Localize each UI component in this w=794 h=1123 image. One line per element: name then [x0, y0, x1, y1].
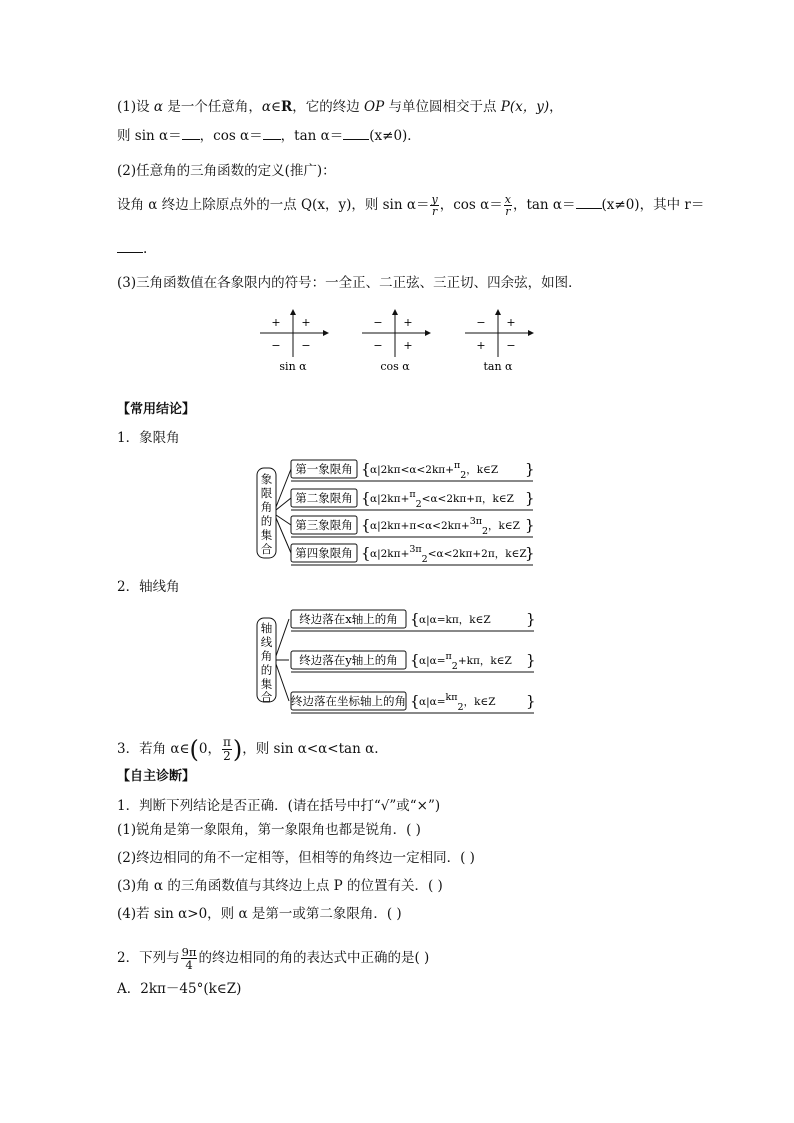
numerator: y — [431, 193, 438, 206]
fraction-numerator: π — [454, 460, 461, 471]
brace-right: } — [526, 610, 536, 628]
brace-left: { — [410, 610, 420, 628]
set-row — [291, 544, 535, 565]
def-line-3: (2)任意角的三角函数的定义(推广)： — [117, 163, 336, 179]
set-name: 终边落在y轴上的角 — [299, 653, 398, 667]
set-expression: α|α=kπ，k∈Z — [419, 614, 491, 626]
fraction-denominator: 2 — [482, 526, 489, 537]
numerator: x — [504, 193, 511, 206]
sign-chart-tan — [465, 310, 533, 373]
blank — [576, 196, 602, 209]
def-line-2 — [117, 127, 421, 145]
brace-left: { — [410, 692, 420, 710]
s1-heading: 1．象限角 — [117, 430, 180, 446]
diag-q2 — [117, 946, 429, 971]
set-expression: α|α=π2+kπ，k∈Z — [419, 651, 512, 672]
brace-right: } — [525, 489, 535, 507]
text: α∈ — [261, 99, 281, 115]
quad-brace-label — [261, 472, 273, 556]
set-row — [291, 516, 535, 537]
diag-item-2: (2)终边相同的角不一定相等，但相等的角终边一定相同．( ) — [117, 850, 475, 866]
axis-brace-label — [261, 621, 273, 704]
def-line-4 — [117, 194, 704, 217]
set-name: 第三象限角 — [295, 518, 353, 532]
set-row — [291, 489, 535, 510]
q3-sign: + — [476, 339, 486, 352]
sign-chart-sin — [260, 310, 328, 373]
q2-sign: − — [373, 316, 383, 329]
set-name: 第四象限角 — [295, 546, 353, 560]
set-expression: α|2kπ+π<α<2kπ+3π2，k∈Z — [370, 516, 520, 537]
text: 是一个任意角， — [163, 99, 262, 115]
real-set-symbol: R — [280, 99, 293, 115]
brace-right: } — [525, 544, 535, 562]
chart-label: cos α — [380, 360, 410, 373]
text: 设角 α 终边上除原点外的一点 Q(x，y)，则 sin α＝ — [117, 197, 430, 213]
set-name: 终边落在x轴上的角 — [299, 612, 398, 626]
svg-text:象: 象 — [260, 472, 273, 486]
fraction-denominator: 2 — [421, 554, 428, 565]
fraction-x-r — [504, 194, 512, 217]
numerator: 9π — [181, 945, 197, 959]
svg-text:合: 合 — [260, 542, 273, 556]
text: 2．下列与 — [117, 950, 180, 966]
text: . — [143, 241, 148, 257]
set-name: 终边落在坐标轴上的角 — [291, 694, 406, 708]
q1-sign: + — [403, 316, 413, 329]
svg-text:合: 合 — [260, 690, 273, 704]
quadrant-angle-diagram — [255, 455, 540, 573]
diag-item-1: (1)锐角是第一象限角，第一象限角也都是锐角．( ) — [117, 822, 421, 838]
brace-right: } — [526, 651, 536, 669]
svg-text:限: 限 — [260, 486, 273, 500]
blank — [117, 240, 143, 253]
brace-left: { — [361, 460, 371, 478]
fraction-pi-2 — [222, 736, 232, 763]
svg-text:集: 集 — [260, 528, 273, 542]
denominator: 4 — [185, 958, 193, 972]
svg-text:的: 的 — [260, 663, 273, 677]
fraction-y-r — [430, 194, 438, 217]
fraction-numerator: 3π — [409, 544, 422, 555]
text: ，它的终边 — [292, 99, 364, 115]
text: 3．若角 α∈ — [117, 741, 190, 757]
text: ，cos α＝ — [199, 128, 263, 144]
fraction-numerator: 3π — [469, 516, 482, 527]
text: (x≠0)，其中 r＝ — [601, 197, 705, 213]
q1-sign: + — [301, 316, 311, 329]
q4-sign: − — [301, 339, 311, 352]
brace-left: { — [361, 516, 371, 534]
brace-left: { — [361, 544, 371, 562]
set-expression: α|2kπ+π2<α<2kπ+π，k∈Z — [370, 489, 514, 510]
axis-angle-diagram — [255, 604, 540, 716]
set-expression: α|2kπ<α<2kπ+π2，k∈Z — [370, 460, 499, 481]
fraction-denominator: 2 — [460, 470, 467, 481]
set-name: 第二象限角 — [295, 491, 353, 505]
paren-right: ) — [232, 735, 243, 764]
text: (1)设 — [117, 99, 154, 115]
text: ， — [549, 99, 563, 115]
q2-sign: − — [476, 316, 486, 329]
diag-item-3: (3)角 α 的三角函数值与其终边上点 P 的位置有关．( ) — [117, 878, 443, 894]
chart-label: sin α — [279, 360, 307, 373]
fraction-numerator: π — [409, 489, 416, 500]
sign-chart-cos — [362, 310, 430, 373]
svg-text:集: 集 — [260, 677, 273, 691]
svg-text:角: 角 — [260, 500, 273, 514]
alpha-symbol: α — [153, 99, 164, 115]
svg-text:角: 角 — [260, 649, 273, 663]
set-expression: α|α=kπ2，k∈Z — [419, 692, 496, 713]
text: 则 sin α＝ — [117, 128, 182, 144]
brace-right: } — [525, 460, 535, 478]
svg-text:的: 的 — [260, 514, 273, 528]
def-line-5 — [117, 240, 147, 258]
def-line-1 — [117, 98, 563, 116]
def-line-6: (3)三角函数值在各象限内的符号：一全正、二正弦、三正切、四余弦，如图． — [117, 275, 582, 291]
diag-q1: 1．判断下列结论是否正确．(请在括号中打“√”或“×”) — [117, 798, 441, 814]
brace-left: { — [410, 651, 420, 669]
s3-line — [117, 736, 378, 763]
brace-left: { — [361, 489, 371, 507]
text: 0， — [198, 741, 221, 757]
blank — [343, 127, 369, 140]
denominator: 2 — [223, 749, 231, 763]
text: ，tan α＝ — [512, 197, 576, 213]
chart-label: tan α — [483, 360, 513, 373]
diag-item-4: (4)若 sin α>0，则 α 是第一或第二象限角．( ) — [117, 906, 402, 922]
option-a: A．2kπ－45°(k∈Z) — [117, 981, 242, 997]
text: ，cos α＝ — [439, 197, 503, 213]
blank — [263, 127, 281, 140]
fraction-numerator: π — [445, 651, 452, 662]
fraction-9pi-4 — [181, 946, 198, 971]
text: OP — [364, 99, 385, 115]
denominator: r — [431, 205, 438, 218]
q4-sign: + — [403, 339, 413, 352]
set-expression: α|2kπ+3π2<α<2kπ+2π，k∈Z — [370, 544, 527, 565]
text: ，则 sin α<α<tan α. — [242, 741, 379, 757]
set-name: 第一象限角 — [295, 462, 353, 476]
brace-right: } — [526, 692, 536, 710]
point-p: P(x，y) — [500, 99, 550, 115]
text: 的终边相同的角的表达式中正确的是( ) — [198, 950, 430, 966]
q1-sign: + — [506, 316, 516, 329]
q2-sign: + — [271, 316, 281, 329]
common-title: 【常用结论】 — [117, 402, 196, 417]
diag-title: 【自主诊断】 — [117, 769, 196, 784]
fraction-denominator: 2 — [451, 661, 458, 672]
svg-text:线: 线 — [260, 635, 273, 649]
set-row — [291, 460, 535, 481]
q3-sign: − — [373, 339, 383, 352]
blank — [182, 127, 200, 140]
fraction-denominator: 2 — [457, 702, 464, 713]
set-row — [291, 692, 536, 713]
denominator: r — [505, 205, 511, 218]
q3-sign: − — [271, 339, 281, 352]
text: (x≠0)． — [369, 128, 421, 144]
fraction-numerator: kπ — [445, 692, 458, 703]
text: 与单位圆相交于点 — [384, 99, 501, 115]
text: ，tan α＝ — [280, 128, 344, 144]
fraction-denominator: 2 — [415, 499, 422, 510]
set-row — [291, 651, 536, 672]
sign-charts — [250, 305, 550, 377]
q4-sign: − — [506, 339, 516, 352]
svg-text:轴: 轴 — [260, 621, 273, 635]
s2-heading: 2．轴线角 — [117, 579, 180, 595]
numerator: π — [222, 735, 231, 749]
set-row — [291, 610, 536, 631]
paren-left: ( — [189, 735, 199, 764]
brace-right: } — [525, 516, 535, 534]
